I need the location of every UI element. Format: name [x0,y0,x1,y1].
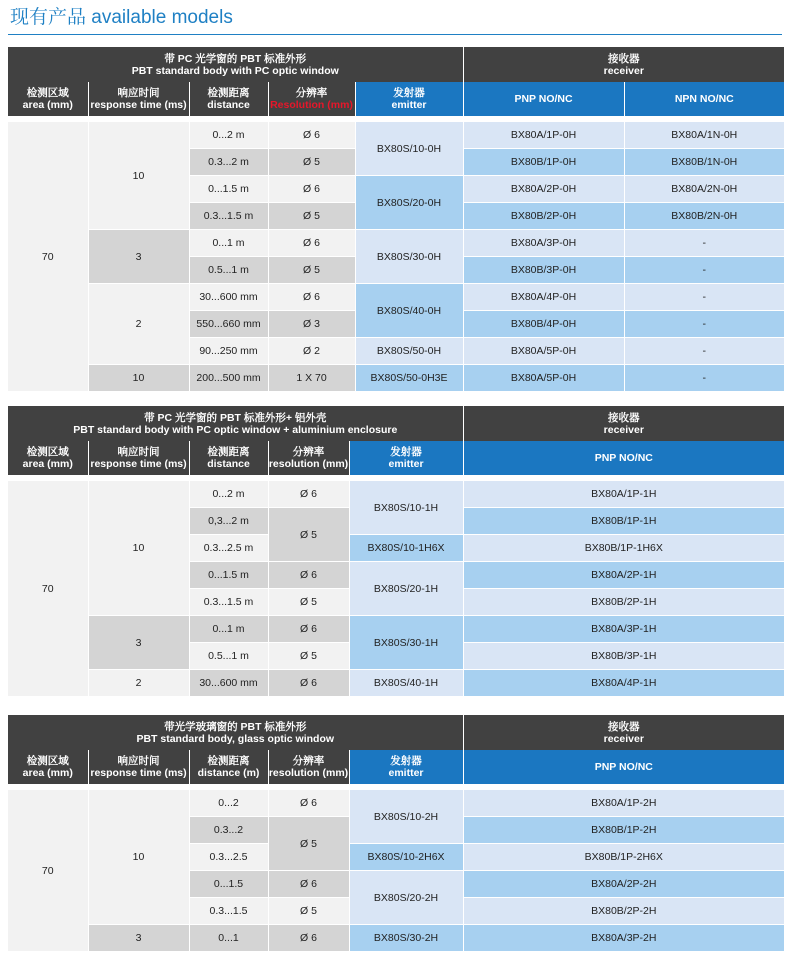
emitter-cell: BX80S/10-1H6X [349,535,463,562]
resolution-cell: Ø 6 [268,481,349,508]
distance-cell: 0...1.5 m [189,562,268,589]
body-type-header: 带 PC 光学窗的 PBT 标准外形 PBT standard body with PC optic window [8,47,463,82]
body-type-header: 带 PC 光学窗的 PBT 标准外形+ 铝外壳 PBT standard body with PC optic window + aluminium enclosure [8,406,463,441]
emitter-cell: BX80S/20-0H [355,176,463,230]
pnp-cell: BX80B/3P-1H [463,643,784,670]
pnp-cell: BX80A/5P-0H [463,365,624,392]
response-cell: 10 [88,481,189,616]
table-row [8,284,784,311]
pnp-cell: BX80A/1P-0H [463,122,624,149]
emitter-cell: BX80S/10-2H [349,790,463,844]
pnp-cell: BX80B/3P-0H [463,257,624,284]
table-header-row [8,406,784,441]
table-header-row [8,47,784,82]
pnp-cell: BX80A/5P-0H [463,338,624,365]
table-row [8,925,784,952]
models-table-3 [8,715,784,952]
page-title [10,4,233,34]
resolution-cell: Ø 2 [268,338,355,365]
table-row [8,365,784,392]
column-header-row [8,82,784,116]
response-cell: 3 [88,230,189,284]
column-header-row [8,441,784,475]
pnp-cell: BX80A/1P-1H [463,481,784,508]
emitter-cell: BX80S/30-0H [355,230,463,284]
resolution-cell: Ø 3 [268,311,355,338]
resolution-cell: Ø 6 [268,670,349,697]
pnp-cell: BX80B/1P-1H6X [463,535,784,562]
distance-cell: 0.3...1.5 m [189,589,268,616]
npn-cell: - [624,311,784,338]
models-table-2 [8,406,784,697]
pnp-cell: BX80A/3P-2H [463,925,784,952]
resolution-cell: Ø 6 [268,562,349,589]
pnp-cell: BX80A/3P-0H [463,230,624,257]
resolution-cell: Ø 5 [268,508,349,562]
emitter-cell: BX80S/10-1H [349,481,463,535]
area-cell: 70 [8,481,88,697]
pnp-cell: BX80A/1P-2H [463,790,784,817]
resolution-cell: Ø 6 [268,230,355,257]
response-cell: 3 [88,616,189,670]
distance-cell: 0...1.5 m [189,176,268,203]
emitter-header: 发射器 emitter [355,82,463,116]
pnp-cell: BX80B/1P-0H [463,149,624,176]
table-row [8,790,784,817]
resolution-cell: Ø 5 [268,817,349,871]
resolution-cell: Ø 6 [268,616,349,643]
emitter-cell: BX80S/50-0H [355,338,463,365]
resolution-cell: Ø 6 [268,122,355,149]
distance-header: 检测距离 distance [189,82,268,116]
distance-cell: 0...2 [189,790,268,817]
pnp-cell: BX80B/1P-2H [463,817,784,844]
response-time-header: 响应时间 response time (ms) [88,750,189,784]
emitter-cell: BX80S/50-0H3E [355,365,463,392]
npn-cell: - [624,230,784,257]
distance-cell: 0.3...2 [189,817,268,844]
npn-cell: BX80A/2N-0H [624,176,784,203]
table-row [8,616,784,643]
resolution-cell: Ø 6 [268,176,355,203]
pnp-cell: BX80A/4P-0H [463,284,624,311]
distance-cell: 0,3...2 m [189,508,268,535]
resolution-header: 分辨率 resolution (mm) [268,441,349,475]
emitter-cell: BX80S/20-2H [349,871,463,925]
distance-cell: 0...2 m [189,481,268,508]
emitter-header: 发射器 emitter [349,750,463,784]
distance-cell: 90...250 mm [189,338,268,365]
distance-cell: 0...1.5 [189,871,268,898]
response-cell: 3 [88,925,189,952]
response-cell: 10 [88,790,189,925]
resolution-cell: Ø 5 [268,589,349,616]
table-row [8,230,784,257]
distance-cell: 550...660 mm [189,311,268,338]
area-cell: 70 [8,790,88,952]
area-header: 检测区域 area (mm) [8,82,88,116]
pnp-cell: BX80B/2P-1H [463,589,784,616]
distance-cell: 0.3...1.5 [189,898,268,925]
table-row [8,122,784,149]
npn-cell: BX80A/1N-0H [624,122,784,149]
npn-cell: - [624,257,784,284]
pnp-cell: BX80B/2P-2H [463,898,784,925]
npn-cell: - [624,365,784,392]
receiver-header: 接收器 receiver [463,406,784,441]
distance-cell: 30...600 mm [189,670,268,697]
resolution-cell: 1 X 70 [268,365,355,392]
emitter-cell: BX80S/20-1H [349,562,463,616]
response-cell: 10 [88,122,189,230]
response-time-header: 响应时间 response time (ms) [88,441,189,475]
response-cell: 10 [88,365,189,392]
pnp-cell: BX80A/3P-1H [463,616,784,643]
resolution-cell: Ø 6 [268,925,349,952]
distance-cell: 0.3...2 m [189,149,268,176]
npn-header: NPN NO/NC [624,82,784,116]
npn-cell: - [624,284,784,311]
pnp-cell: BX80B/2P-0H [463,203,624,230]
distance-cell: 0...1 [189,925,268,952]
emitter-cell: BX80S/10-2H6X [349,844,463,871]
distance-cell: 0.3...1.5 m [189,203,268,230]
area-header: 检测区域 area (mm) [8,750,88,784]
receiver-header: 接收器 receiver [463,715,784,750]
emitter-cell: BX80S/40-0H [355,284,463,338]
resolution-cell: Ø 6 [268,871,349,898]
npn-cell: BX80B/1N-0H [624,149,784,176]
resolution-header: 分辨率 resolution (mm) [268,750,349,784]
column-header-row [8,750,784,784]
distance-cell: 30...600 mm [189,284,268,311]
emitter-cell: BX80S/10-0H [355,122,463,176]
distance-cell: 0...1 m [189,230,268,257]
pnp-header: PNP NO/NC [463,750,784,784]
resolution-cell: Ø 5 [268,257,355,284]
emitter-cell: BX80S/30-1H [349,616,463,670]
area-cell: 70 [8,122,88,392]
emitter-cell: BX80S/40-1H [349,670,463,697]
resolution-cell: Ø 5 [268,643,349,670]
distance-cell: 0.5...1 m [189,257,268,284]
pnp-cell: BX80A/2P-2H [463,871,784,898]
distance-cell: 0.3...2.5 [189,844,268,871]
response-cell: 2 [88,284,189,365]
pnp-header: PNP NO/NC [463,441,784,475]
table-row [8,481,784,508]
page-title-cn: 现有产品 [10,6,87,28]
pnp-cell: BX80A/2P-0H [463,176,624,203]
resolution-header: 分辨率 Resolution (mm) [268,82,355,116]
resolution-cell: Ø 5 [268,898,349,925]
response-time-header: 响应时间 response time (ms) [88,82,189,116]
pnp-header: PNP NO/NC [463,82,624,116]
emitter-header: 发射器 emitter [349,441,463,475]
receiver-header: 接收器 receiver [463,47,784,82]
distance-cell: 0...2 m [189,122,268,149]
title-underline [8,34,782,35]
pnp-cell: BX80B/1P-1H [463,508,784,535]
models-table-1 [8,47,784,392]
page-title-en: available models [91,7,233,28]
body-type-header: 带光学玻璃窗的 PBT 标准外形 PBT standard body, glass optic window [8,715,463,750]
emitter-cell: BX80S/30-2H [349,925,463,952]
pnp-cell: BX80A/4P-1H [463,670,784,697]
npn-cell: BX80B/2N-0H [624,203,784,230]
resolution-cell: Ø 6 [268,790,349,817]
distance-cell: 0.3...2.5 m [189,535,268,562]
distance-cell: 0...1 m [189,616,268,643]
distance-header: 检测距离 distance (m) [189,750,268,784]
area-header: 检测区域 area (mm) [8,441,88,475]
table-header-row [8,715,784,750]
distance-cell: 0.5...1 m [189,643,268,670]
resolution-cell: Ø 5 [268,203,355,230]
distance-cell: 200...500 mm [189,365,268,392]
pnp-cell: BX80B/1P-2H6X [463,844,784,871]
distance-header: 检测距离 distance [189,441,268,475]
npn-cell: - [624,338,784,365]
table-row [8,670,784,697]
pnp-cell: BX80A/2P-1H [463,562,784,589]
pnp-cell: BX80B/4P-0H [463,311,624,338]
resolution-cell: Ø 5 [268,149,355,176]
response-cell: 2 [88,670,189,697]
resolution-cell: Ø 6 [268,284,355,311]
